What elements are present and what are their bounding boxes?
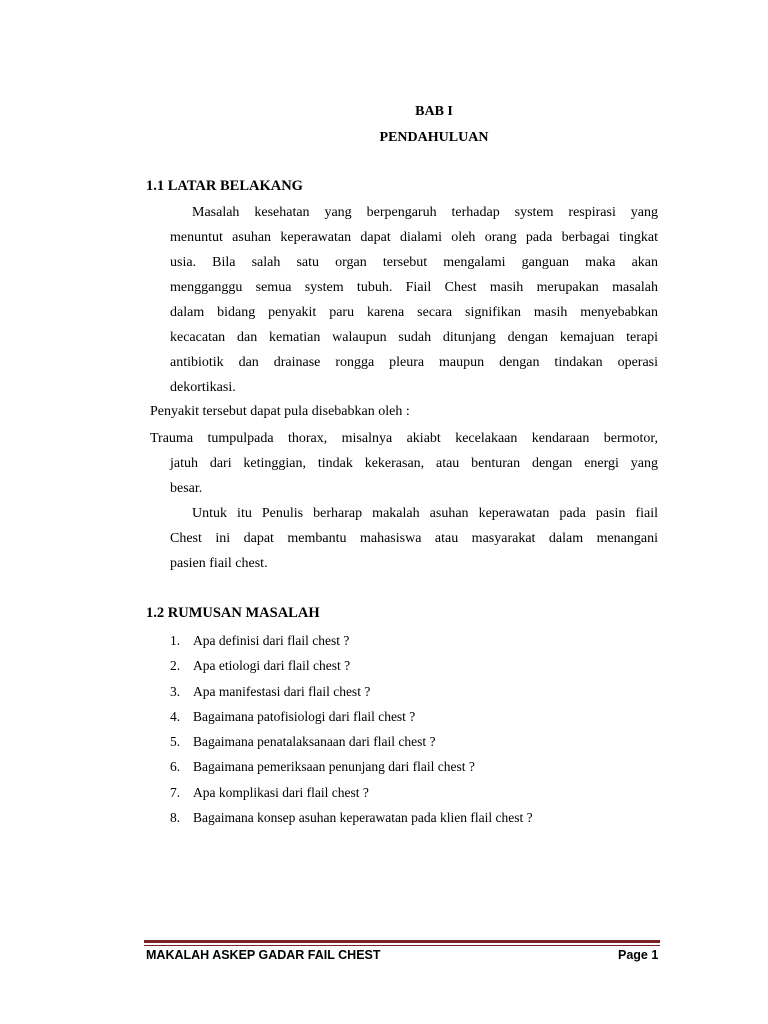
section-heading-rumusan-masalah: 1.2 RUMUSAN MASALAH — [146, 605, 320, 621]
list-text: Apa definisi dari flail chest ? — [193, 633, 350, 648]
chapter-label: BAB I — [415, 104, 453, 119]
paragraph-line: kecacatan dan kematian walaupun sudah ditunjang dengan kemajuan terapi — [170, 330, 658, 345]
list-text: Apa komplikasi dari flail chest ? — [193, 784, 369, 800]
list-item — [170, 679, 533, 704]
footer-page-number: Page 1 — [618, 948, 659, 962]
paragraph-purpose — [170, 501, 658, 576]
problem-list — [170, 628, 533, 830]
list-text: Bagaimana penatalaksanaan dari flail chest ? — [193, 734, 436, 750]
list-text: Bagaimana patofisiologi dari flail chest ? — [193, 708, 416, 724]
paragraph-background — [170, 200, 658, 400]
list-item — [170, 780, 533, 805]
paragraph-line: Chest ini dapat membantu mahasiswa atau masyarakat dalam menangani — [170, 531, 658, 546]
paragraph-line: menuntut asuhan keperawatan dapat dialami oleh orang pada berbagai tingkat — [170, 230, 658, 245]
paragraph-line: mengganggu semua system tubuh. Fiail Chest masih merupakan masalah — [170, 280, 658, 295]
paragraph-line: Untuk itu Penulis berharap makalah asuhan keperawatan pada pasin fiail — [192, 506, 658, 521]
section-heading-latar-belakang: 1.1 LATAR BELAKANG — [146, 178, 303, 194]
list-item — [170, 754, 533, 779]
list-item — [170, 628, 533, 653]
list-number: 3. — [170, 683, 181, 699]
paragraph-line: dekortikasi. — [170, 380, 236, 395]
list-item — [170, 729, 533, 754]
list-number: 7. — [170, 784, 181, 800]
paragraph-line: Trauma tumpulpada thorax, misalnya akiabt kecelakaan kendaraan bermotor, — [150, 431, 658, 446]
paragraph-line: jatuh dari ketinggian, tindak kekerasan, atau benturan dengan energi yang — [170, 456, 658, 471]
footer-rule-thin — [144, 945, 660, 946]
list-number: 4. — [170, 708, 181, 724]
footer-title: MAKALAH ASKEP GADAR FAIL CHEST — [146, 948, 381, 962]
list-number: 5. — [170, 734, 181, 750]
paragraph-line: besar. — [170, 481, 203, 496]
paragraph-line: Masalah kesehatan yang berpengaruh terhadap system respirasi yang — [192, 205, 658, 220]
paragraph-line: usia. Bila salah satu organ tersebut mengalami ganguan maka akan — [170, 255, 658, 270]
list-item — [170, 704, 533, 729]
list-text: Apa manifestasi dari flail chest ? — [193, 683, 371, 699]
list-text: Bagaimana pemeriksaan penunjang dari flail chest ? — [193, 759, 475, 775]
paragraph-line: antibiotik dan drainase rongga pleura maupun dengan tindakan operasi — [170, 355, 658, 370]
list-number: 2. — [170, 658, 181, 674]
list-number: 6. — [170, 759, 181, 775]
list-number: 8. — [170, 810, 181, 826]
list-item — [170, 653, 533, 678]
paragraph-line: dalam bidang penyakit paru karena secara signifikan masih menyebabkan — [170, 305, 658, 320]
list-item — [170, 805, 533, 830]
list-number: 1. — [170, 633, 181, 648]
paragraph-line: pasien fiail chest. — [170, 556, 268, 571]
list-text: Apa etiologi dari flail chest ? — [193, 658, 351, 674]
paragraph-causes — [150, 426, 658, 501]
cause-intro: Penyakit tersebut dapat pula disebabkan oleh : — [150, 404, 410, 419]
chapter-title: PENDAHULUAN — [379, 130, 489, 145]
footer-rule-thick — [144, 940, 660, 943]
list-text: Bagaimana konsep asuhan keperawatan pada klien flail chest ? — [193, 810, 533, 826]
